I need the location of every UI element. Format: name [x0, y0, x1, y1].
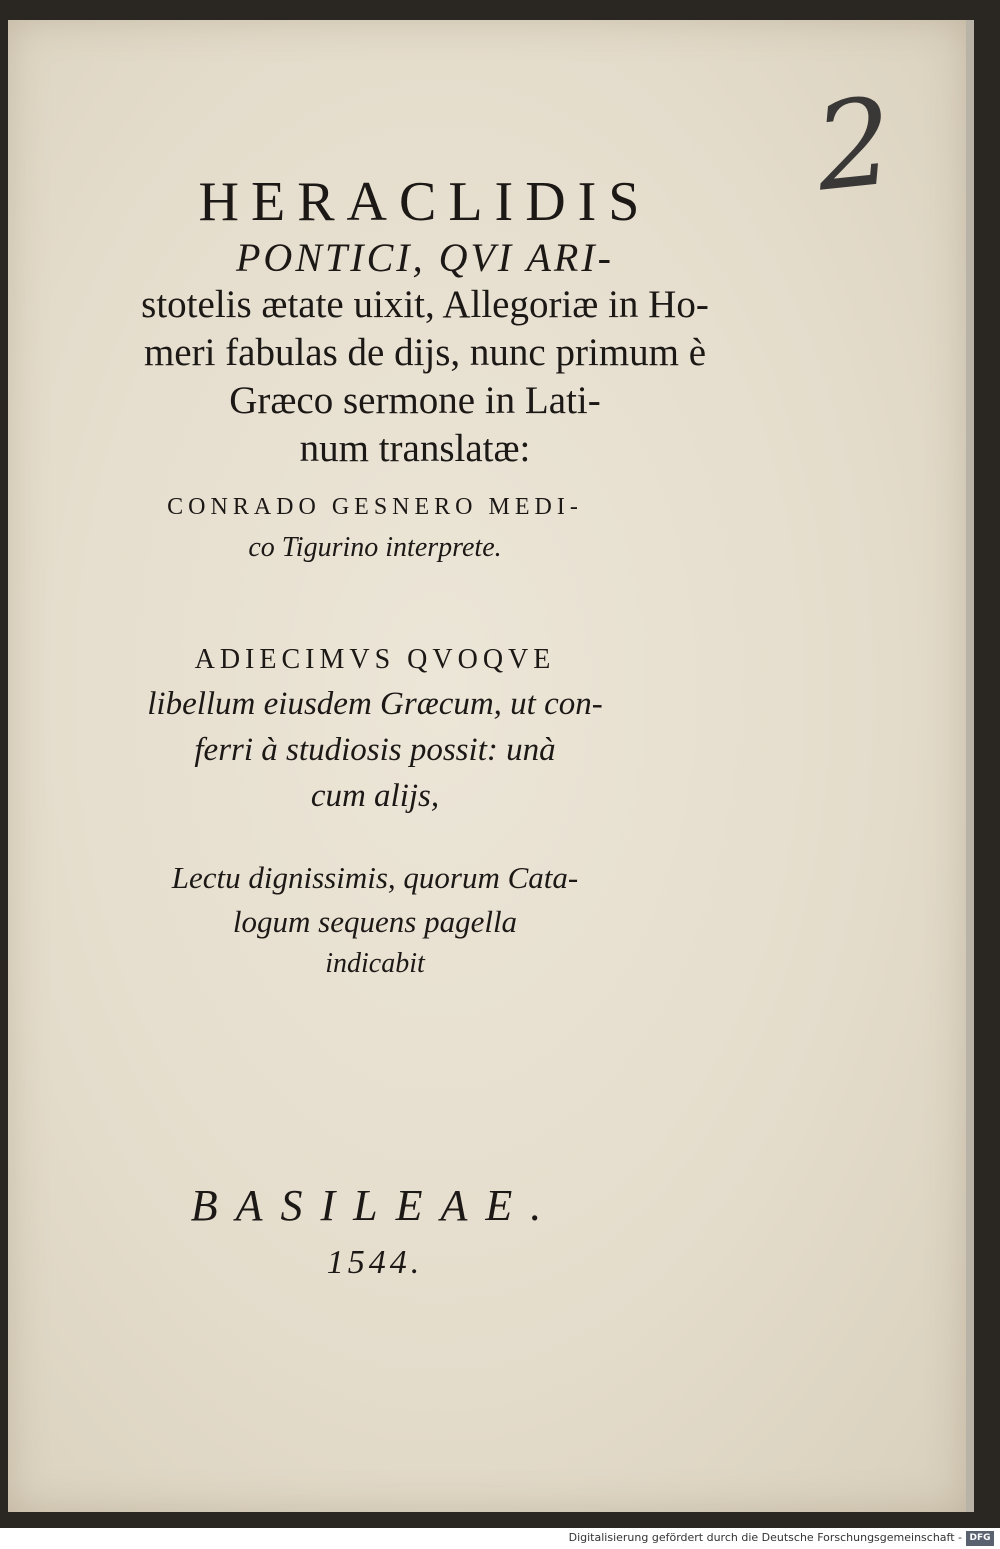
digitization-footer	[0, 1528, 1000, 1549]
imprint-year: 1544.	[326, 1244, 424, 1281]
title-line-1: HERACLIDIS	[198, 171, 652, 233]
translator-line-1: CONRADO GESNERO MEDI-	[167, 494, 583, 520]
catalog-line-3: indicabit	[325, 948, 425, 979]
book-page	[8, 20, 966, 1512]
title-line-4: meri fabulas de dijs, nunc primum è	[143, 331, 707, 374]
addition-line-3: ferri à studiosis possit: unà	[194, 732, 556, 768]
title-line-3: stotelis ætate uixit, Allegoriæ in Ho-	[141, 283, 709, 326]
translator-line-2: co Tigurino interprete.	[248, 532, 502, 563]
addition-line-4: cum alijs,	[310, 778, 440, 814]
page-edge	[966, 20, 974, 1512]
catalog-line-2: logum sequens pagella	[232, 904, 518, 939]
title-line-2: PONTICI, QVI ARI-	[236, 235, 614, 280]
catalog-line-1: Lectu dignissimis, quorum Cata-	[171, 860, 579, 895]
addition-line-1: ADIECIMVS QVOQVE	[194, 644, 556, 675]
dfg-logo-icon: DFG	[966, 1531, 994, 1546]
footer-credit-text: Digitalisierung gefördert durch die Deutsche Forschungsgemeinschaft -	[568, 1531, 962, 1544]
imprint-place: BASILEAE.	[190, 1181, 560, 1230]
title-line-6: num translatæ:	[299, 427, 531, 470]
handwritten-page-number: 2	[808, 72, 900, 219]
title-line-5: Græco sermone in Lati-	[229, 379, 601, 422]
addition-line-2: libellum eiusdem Græcum, ut con-	[147, 686, 603, 722]
